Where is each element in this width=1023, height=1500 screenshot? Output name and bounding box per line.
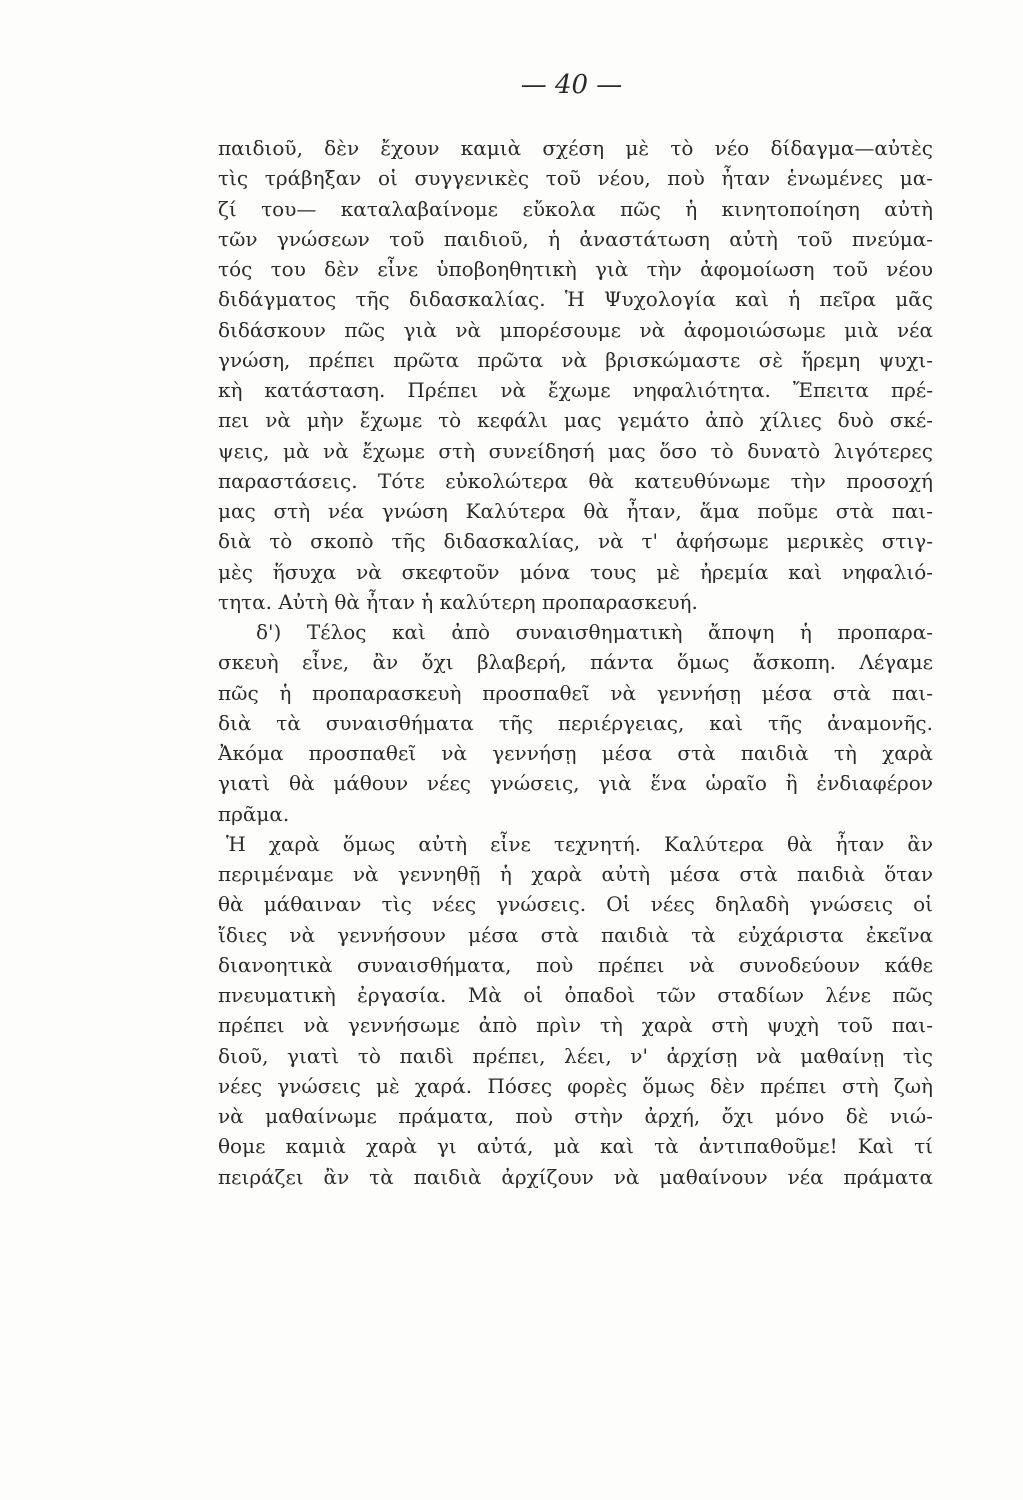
text-line: τός του δὲν εἶνε ὑποβοηθητικὴ γιὰ τὴν ἀφομοίωση τοῦ νέου	[218, 257, 933, 281]
text-line: ἴδιες νὰ γεννήσουν μέσα στὰ παιδιὰ τὰ εὐχάριστα ἐκεῖνα	[218, 922, 933, 947]
text-line: περιμέναμε νὰ γεννηθῇ ἡ χαρὰ αὐτὴ μέσα στὰ παιδιὰ ὅταν	[218, 862, 933, 886]
text-line: διὰ τὰ συναισθήματα τῆς περιέργειας, καὶ τῆς ἀναμονῆς.	[218, 710, 933, 735]
paragraph-start-line: Ἡ χαρὰ ὅμως αὐτὴ εἶνε τεχνητή. Καλύτερα θὰ ἦταν ἂν	[226, 831, 933, 856]
text-line: διανοητικὰ συναισθήματα, ποὺ πρέπει νὰ συνοδεύουν κάθε	[218, 952, 933, 977]
text-line: διδάσκουν πῶς γιὰ νὰ μπορέσουμε νὰ ἀφομοιώσωμε μιὰ νέα	[218, 317, 933, 342]
text-line: θομε καμιὰ χαρὰ γι αὐτά, μὰ καὶ τὰ ἀντιπαθοῦμε! Καὶ τί	[218, 1134, 933, 1159]
text-line: παιδιοῦ, δὲν ἔχουν καμιὰ σχέση μὲ τὸ νέο δίδαγμα—αὐτὲς	[218, 136, 933, 160]
text-line: ψεις, μὰ νὰ ἔχωμε στὴ συνείδησή μας ὅσο τὸ δυνατὸ λιγότερες	[218, 438, 933, 463]
text-line: κὴ κατάσταση. Πρέπει νὰ ἔχωμε νηφαλιότητα. Ἔπειτα πρέ-	[218, 378, 933, 402]
text-line: διδάγματος τῆς διδασκαλίας. Ἡ Ψυχολογία καὶ ἡ πεῖρα μᾶς	[218, 287, 933, 312]
text-line: πρᾶμα.	[218, 801, 290, 826]
paragraph-start-line: δ') Τέλος καὶ ἀπὸ συναισθηματικὴ ἄποψη ἡ προπαρα-	[256, 620, 933, 644]
text-line: πῶς ἡ προπαρασκευὴ προσπαθεῖ νὰ γεννήσῃ μέσα στὰ παι-	[218, 680, 933, 705]
text-line: τὶς τράβηξαν οἱ συγγενικὲς τοῦ νέου, ποὺ ἦταν ἑνωμένες μα-	[218, 166, 933, 191]
body-text	[218, 133, 933, 1192]
text-line: σκευὴ εἶνε, ἂν ὄχι βλαβερή, πάντα ὅμως ἄσκοπη. Λέγαμε	[218, 650, 933, 675]
text-line: τητα. Αὐτὴ θὰ ἦταν ἡ καλύτερη προπαρασκευή.	[218, 589, 698, 614]
text-line: πει νὰ μὴν ἔχωμε τὸ κεφάλι μας γεμάτο ἀπὸ χίλιες δυὸ σκέ-	[218, 408, 933, 433]
text-line: διοῦ, γιατὶ τὸ παιδὶ πρέπει, λέει, ν' ἀρχίσῃ νὰ μαθαίνῃ τὶς	[218, 1043, 933, 1068]
text-line: πνευματικὴ ἐργασία. Μὰ οἱ ὀπαδοὶ τῶν σταδίων λένε πῶς	[218, 983, 933, 1007]
page-number: — 40 —	[520, 70, 623, 100]
text-line: ζί του— καταλαβαίνομε εὔκολα πῶς ἡ κινητοποίηση αὐτὴ	[218, 196, 933, 221]
text-line: μας στὴ νέα γνώση Καλύτερα θὰ ἦταν, ἅμα ποῦμε στὰ παι-	[218, 499, 933, 523]
text-line: νὰ μαθαίνωμε πράματα, ποὺ στὴν ἀρχή, ὄχι μόνο δὲ νιώ-	[218, 1104, 933, 1128]
text-line: γνώση, πρέπει πρῶτα πρῶτα νὰ βρισκώμαστε σὲ ἥρεμη ψυχι-	[218, 347, 933, 372]
text-line: Ἀκόμα προσπαθεῖ νὰ γεννήσῃ μέσα στὰ παιδιὰ τὴ χαρὰ	[218, 741, 933, 765]
text-line: νέες γνώσεις μὲ χαρά. Πόσες φορὲς ὅμως δὲν πρέπει στὴ ζωὴ	[218, 1073, 933, 1098]
text-line: παραστάσεις. Τότε εὐκολώτερα θὰ κατευθύνωμε τὴν προσοχή	[218, 468, 933, 493]
text-line: πειράζει ἂν τὰ παιδιὰ ἀρχίζουν νὰ μαθαίνουν νέα πράματα	[218, 1164, 933, 1189]
text-line: πρέπει νὰ γεννήσωμε ἀπὸ πρὶν τὴ χαρὰ στὴ ψυχὴ τοῦ παι-	[218, 1013, 933, 1038]
text-line: θὰ μάθαιναν τὶς νέες γνώσεις. Οἱ νέες δηλαδὴ γνώσεις οἱ	[218, 892, 933, 917]
text-line: τῶν γνώσεων τοῦ παιδιοῦ, ἡ ἀναστάτωση αὐτὴ τοῦ πνεύμα-	[218, 226, 933, 251]
text-line: διὰ τὸ σκοπὸ τῆς διδασκαλίας, νὰ τ' ἀφήσωμε μερικὲς στιγ-	[218, 529, 933, 554]
text-line: μὲς ἥσυχα νὰ σκεφτοῦν μόνα τους μὲ ἠρεμία καὶ νηφαλιό-	[218, 559, 933, 584]
text-line: γιατὶ θὰ μάθουν νέες γνώσεις, γιὰ ἕνα ὡραῖο ἢ ἐνδιαφέρον	[218, 771, 933, 796]
